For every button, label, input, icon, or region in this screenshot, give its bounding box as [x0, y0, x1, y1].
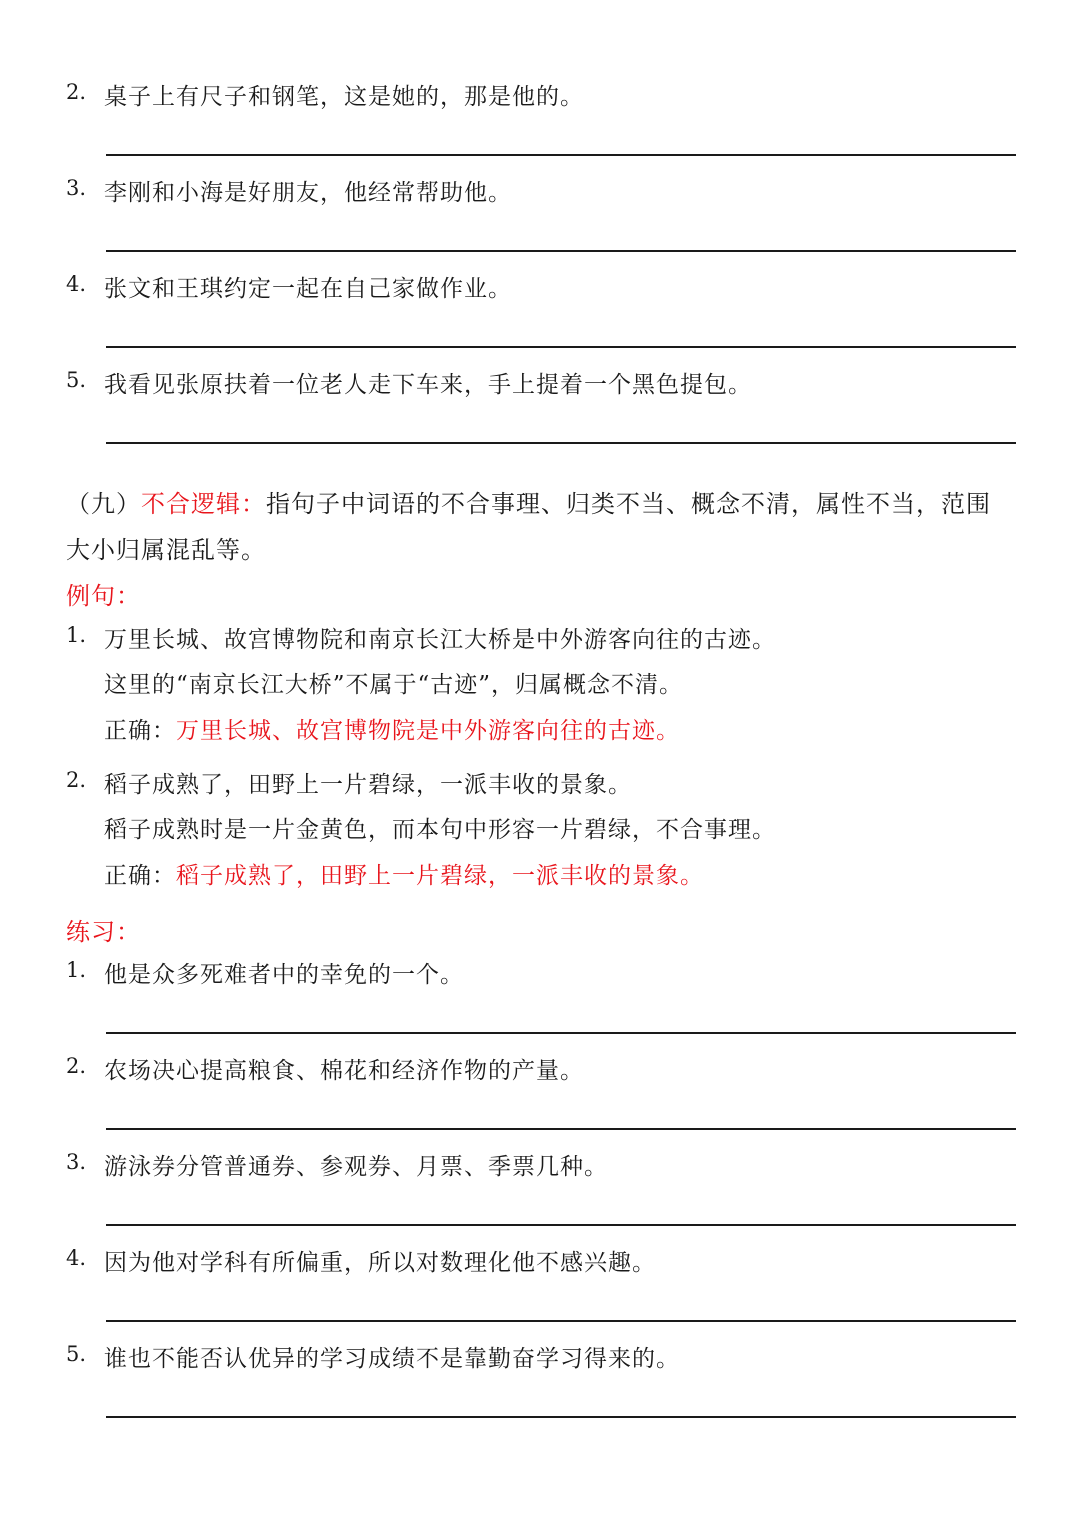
correct-label: 正确： [104, 718, 176, 744]
item-number: 2. [66, 1054, 87, 1078]
answer-line[interactable] [106, 154, 1016, 156]
item-number: 2. [66, 80, 87, 104]
item-text: 李刚和小海是好朋友，他经常帮助他。 [104, 180, 512, 206]
answer-line[interactable] [106, 346, 1016, 348]
item-number: 5. [66, 368, 87, 392]
item-number: 5. [66, 1342, 87, 1366]
answer-line[interactable] [106, 442, 1016, 444]
item-number: 4. [66, 1246, 87, 1270]
section-heading-line1 [66, 484, 991, 519]
answer-line[interactable] [106, 1032, 1016, 1034]
answer-line[interactable] [106, 1128, 1016, 1130]
section-prefix: （九） [66, 490, 141, 518]
answer-line[interactable] [106, 250, 1016, 252]
correct-text: 万里长城、故宫博物院是中外游客向往的古迹。 [176, 718, 680, 744]
item-number: 3. [66, 1150, 87, 1174]
item-text: 谁也不能否认优异的学习成绩不是靠勤奋学习得来的。 [104, 1346, 680, 1372]
item-number: 4. [66, 272, 87, 296]
item-text: 因为他对学科有所偏重，所以对数理化他不感兴趣。 [104, 1250, 656, 1276]
answer-line[interactable] [106, 1320, 1016, 1322]
correct-label: 正确： [104, 863, 176, 889]
answer-line[interactable] [106, 1416, 1016, 1418]
examples-label: 例句： [66, 582, 141, 610]
example-explanation: 这里的“南京长江大桥”不属于“古迹”，归属概念不清。 [104, 672, 684, 698]
item-text: 农场决心提高粮食、棉花和经济作物的产量。 [104, 1058, 584, 1084]
example-explanation: 稻子成熟时是一片金黄色，而本句中形容一片碧绿，不合事理。 [104, 817, 776, 843]
item-text: 游泳券分管普通券、参观券、月票、季票几种。 [104, 1154, 608, 1180]
item-text: 张文和王琪约定一起在自己家做作业。 [104, 276, 512, 302]
item-text: 桌子上有尺子和钢笔，这是她的，那是他的。 [104, 84, 584, 110]
section-desc: 指句子中词语的不合事理、归类不当、概念不清，属性不当，范围 [266, 490, 991, 518]
section-desc-line2: 大小归属混乱等。 [66, 536, 266, 564]
item-number: 1. [66, 623, 87, 647]
item-number: 1. [66, 958, 87, 982]
example-correct [104, 857, 704, 890]
section-title: 不合逻辑： [141, 490, 266, 518]
example-correct [104, 712, 680, 745]
item-text: 他是众多死难者中的幸免的一个。 [104, 962, 464, 988]
example-sentence: 万里长城、故宫博物院和南京长江大桥是中外游客向往的古迹。 [104, 627, 776, 653]
practice-label: 练习： [66, 918, 141, 946]
item-number: 3. [66, 176, 87, 200]
example-sentence: 稻子成熟了，田野上一片碧绿，一派丰收的景象。 [104, 772, 632, 798]
answer-line[interactable] [106, 1224, 1016, 1226]
item-text: 我看见张原扶着一位老人走下车来，手上提着一个黑色提包。 [104, 372, 752, 398]
item-number: 2. [66, 768, 87, 792]
correct-text: 稻子成熟了，田野上一片碧绿，一派丰收的景象。 [176, 863, 704, 889]
